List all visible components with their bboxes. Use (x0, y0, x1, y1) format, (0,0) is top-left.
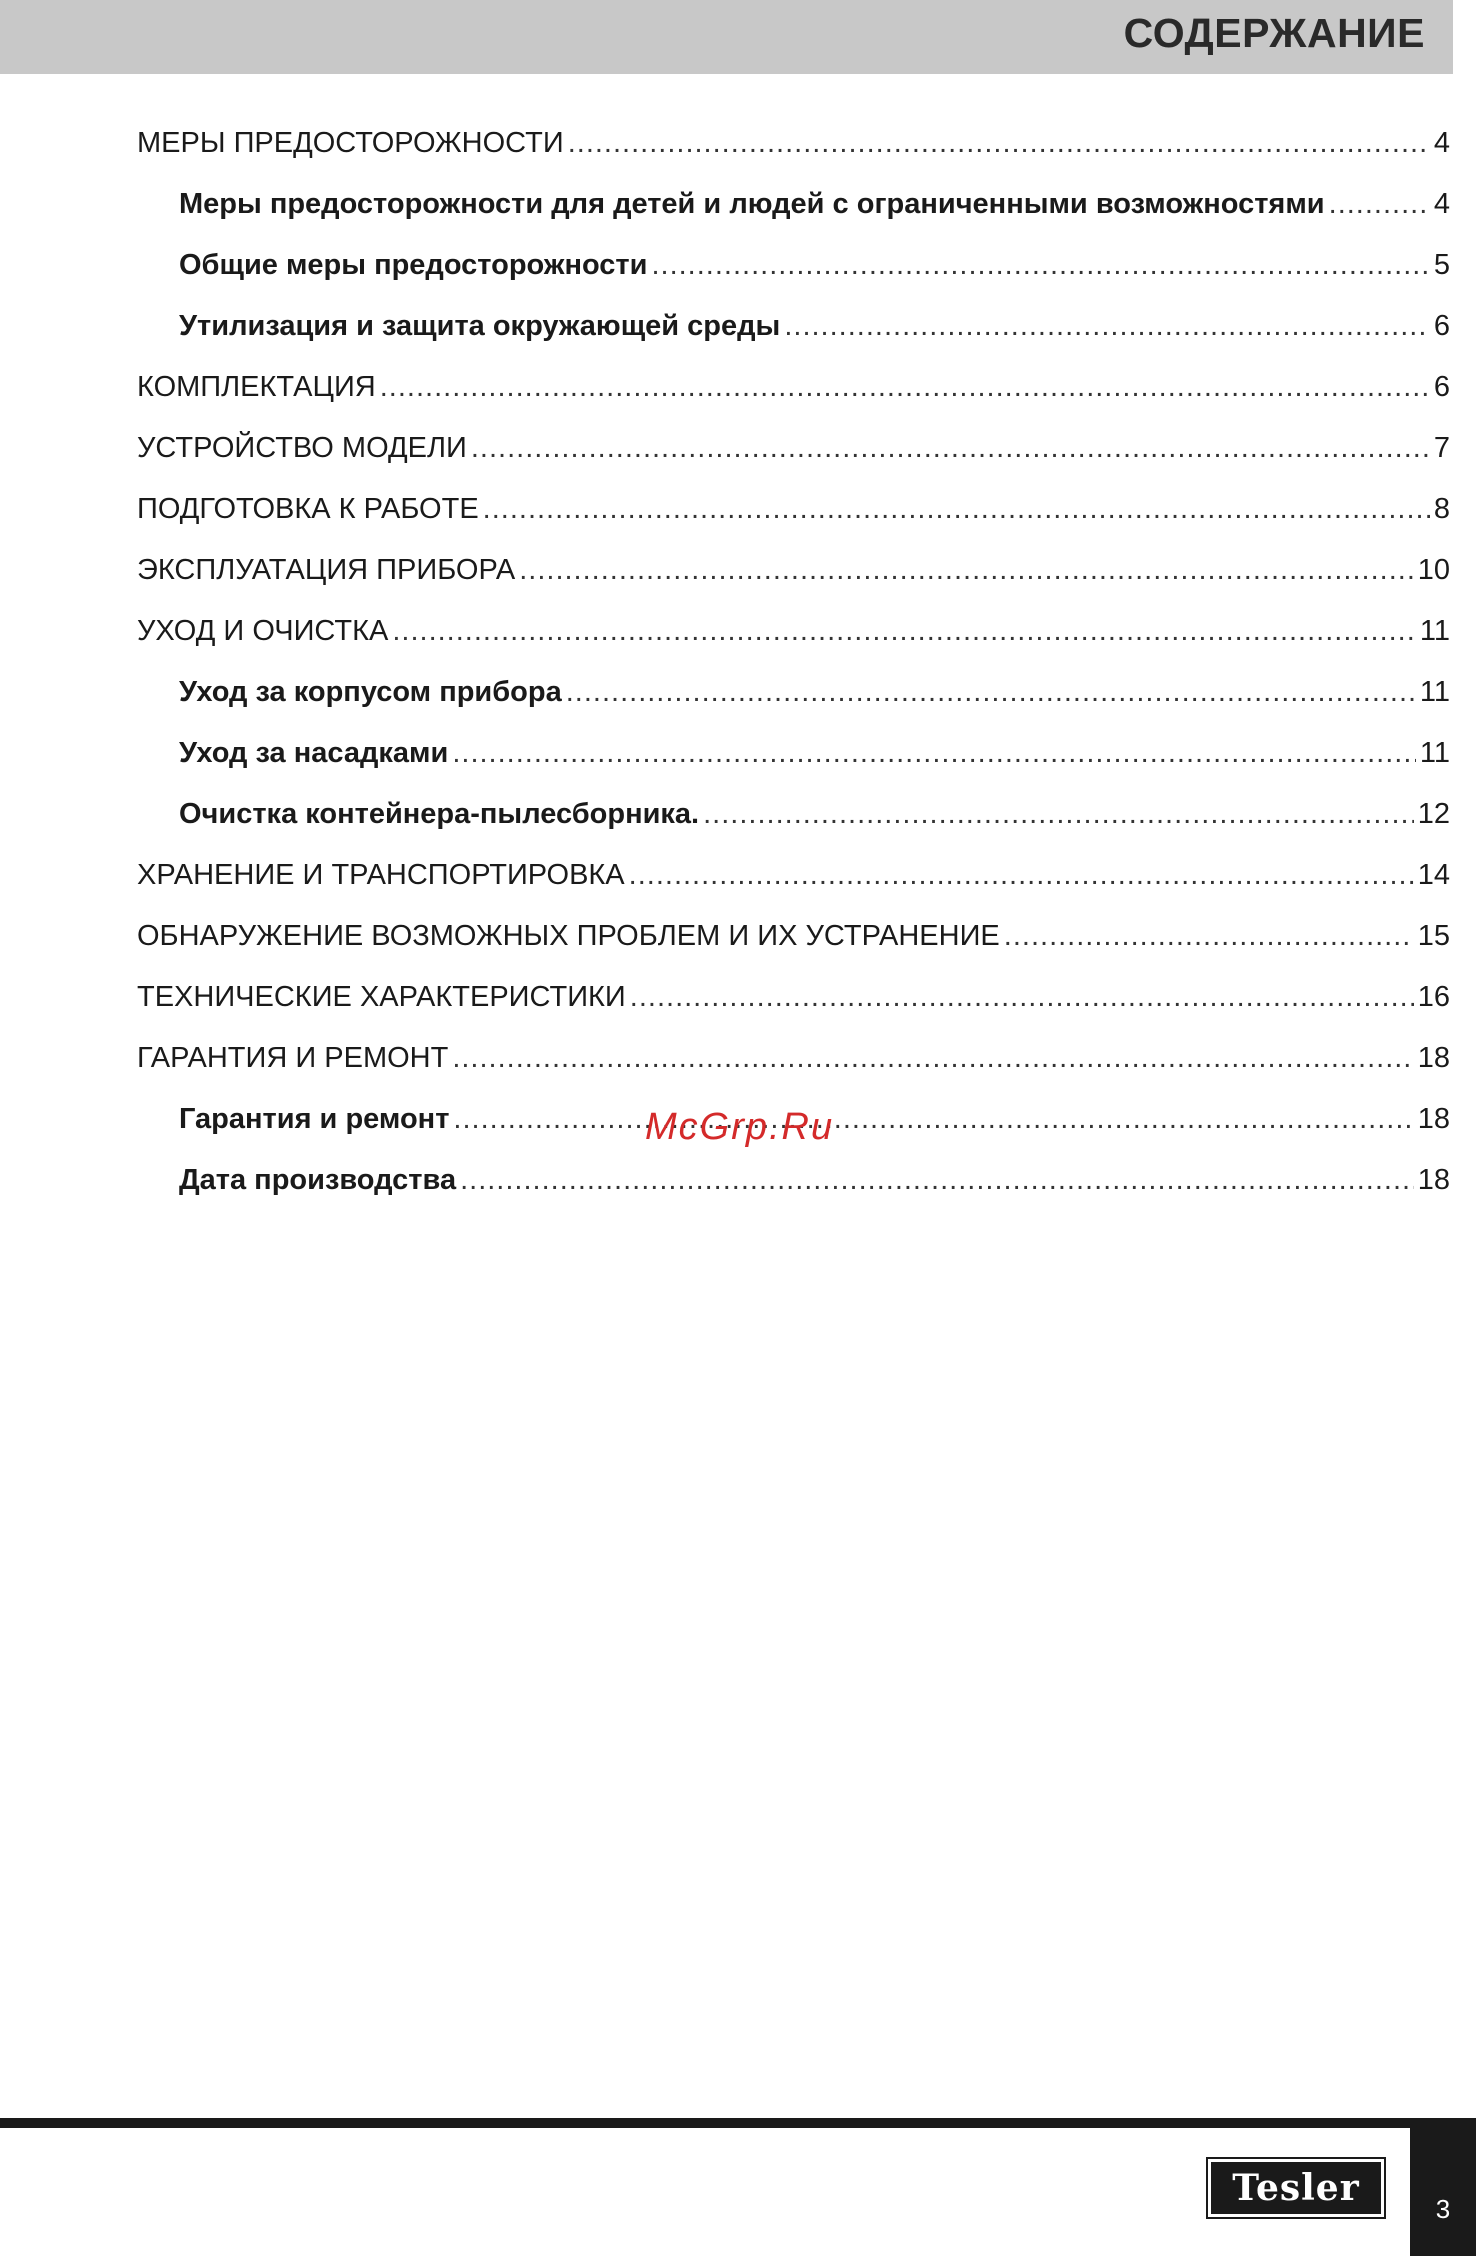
dot-leader (1329, 174, 1430, 235)
dot-leader (452, 723, 1416, 784)
footer-rule (0, 2118, 1476, 2128)
dot-leader (630, 967, 1414, 1028)
dot-leader (452, 1028, 1413, 1089)
dot-leader (1004, 906, 1414, 967)
toc-entry[interactable] (137, 357, 1450, 418)
toc-subentry[interactable] (137, 296, 1450, 357)
toc-entry[interactable] (137, 845, 1450, 906)
toc-entry[interactable] (137, 906, 1450, 967)
toc-subentry[interactable] (137, 235, 1450, 296)
toc-entry-label: КОМПЛЕКТАЦИЯ (137, 371, 376, 403)
toc-entry[interactable] (137, 967, 1450, 1028)
toc-entry-label: УХОД И ОЧИСТКА (137, 615, 389, 647)
dot-leader (651, 235, 1429, 296)
toc-entry-label: Меры предосторожности для детей и людей с ограниченными возможностями (179, 188, 1325, 220)
toc-entry-page: 14 (1417, 859, 1450, 891)
table-of-contents (137, 113, 1450, 1211)
toc-entry-label: ХРАНЕНИЕ И ТРАНСПОРТИРОВКА (137, 859, 625, 891)
dot-leader (471, 418, 1430, 479)
toc-entry[interactable] (137, 113, 1450, 174)
toc-entry-label: Общие меры предосторожности (179, 249, 648, 281)
toc-subentry[interactable] (137, 1150, 1450, 1211)
toc-entry-page: 11 (1419, 676, 1450, 708)
toc-entry-page: 5 (1433, 249, 1450, 281)
toc-entry-label: УСТРОЙСТВО МОДЕЛИ (137, 432, 467, 464)
toc-entry-label: Утилизация и защита окружающей среды (179, 310, 781, 342)
toc-entry-label: Дата производства (179, 1164, 457, 1196)
dot-leader (460, 1150, 1414, 1211)
toc-entry-page: 4 (1433, 127, 1450, 159)
toc-entry[interactable] (137, 540, 1450, 601)
toc-entry-page: 15 (1417, 920, 1450, 952)
toc-entry-label: Уход за насадками (179, 737, 449, 769)
toc-entry-page: 6 (1433, 310, 1450, 342)
toc-entry-label: ОБНАРУЖЕНИЕ ВОЗМОЖНЫХ ПРОБЛЕМ И ИХ УСТРАНЕНИЕ (137, 920, 1000, 952)
watermark: McGrp.Ru (645, 1106, 835, 1148)
toc-entry-page: 6 (1433, 371, 1450, 403)
toc-entry[interactable] (137, 479, 1450, 540)
toc-entry-page: 4 (1433, 188, 1450, 220)
toc-entry-page: 16 (1417, 981, 1450, 1013)
toc-subentry[interactable] (137, 784, 1450, 845)
page-number-tab (1410, 2118, 1476, 2256)
brand-logo-text: Tesler (1232, 2167, 1360, 2209)
toc-entry-label: ТЕХНИЧЕСКИЕ ХАРАКТЕРИСТИКИ (137, 981, 626, 1013)
toc-subentry[interactable] (137, 662, 1450, 723)
toc-entry-page: 18 (1417, 1164, 1450, 1196)
toc-entry-page: 18 (1417, 1042, 1450, 1074)
toc-entry[interactable] (137, 1028, 1450, 1089)
toc-entry-label: ГАРАНТИЯ И РЕМОНТ (137, 1042, 449, 1074)
toc-entry-page: 12 (1417, 798, 1450, 830)
dot-leader (629, 845, 1414, 906)
toc-entry-page: 18 (1417, 1103, 1450, 1135)
toc-entry-page: 11 (1419, 615, 1450, 647)
toc-subentry[interactable] (137, 723, 1450, 784)
toc-entry-label: МЕРЫ ПРЕДОСТОРОЖНОСТИ (137, 127, 564, 159)
dot-leader (453, 1089, 1413, 1150)
dot-leader (568, 113, 1430, 174)
toc-entry-label: ЭКСПЛУАТАЦИЯ ПРИБОРА (137, 554, 516, 586)
dot-leader (392, 601, 1416, 662)
toc-subentry[interactable] (137, 174, 1450, 235)
dot-leader (703, 784, 1414, 845)
dot-leader (380, 357, 1430, 418)
toc-entry-page: 11 (1419, 737, 1450, 769)
toc-entry-page: 8 (1433, 493, 1450, 525)
dot-leader (483, 479, 1430, 540)
page-number: 3 (1435, 2194, 1451, 2224)
toc-entry[interactable] (137, 601, 1450, 662)
header-band (0, 0, 1453, 74)
toc-entry-label: Очистка контейнера-пылесборника. (179, 798, 700, 830)
toc-entry-page: 10 (1417, 554, 1450, 586)
toc-entry-label: ПОДГОТОВКА К РАБОТЕ (137, 493, 479, 525)
toc-entry-label: Гарантия и ремонт (179, 1103, 450, 1135)
toc-entry-page: 7 (1433, 432, 1450, 464)
toc-entry[interactable] (137, 418, 1450, 479)
dot-leader (784, 296, 1430, 357)
brand-logo (1208, 2159, 1384, 2217)
dot-leader (566, 662, 1416, 723)
page-title: СОДЕРЖАНИЕ (1123, 10, 1425, 56)
dot-leader (519, 540, 1414, 601)
toc-entry-label: Уход за корпусом прибора (179, 676, 562, 708)
